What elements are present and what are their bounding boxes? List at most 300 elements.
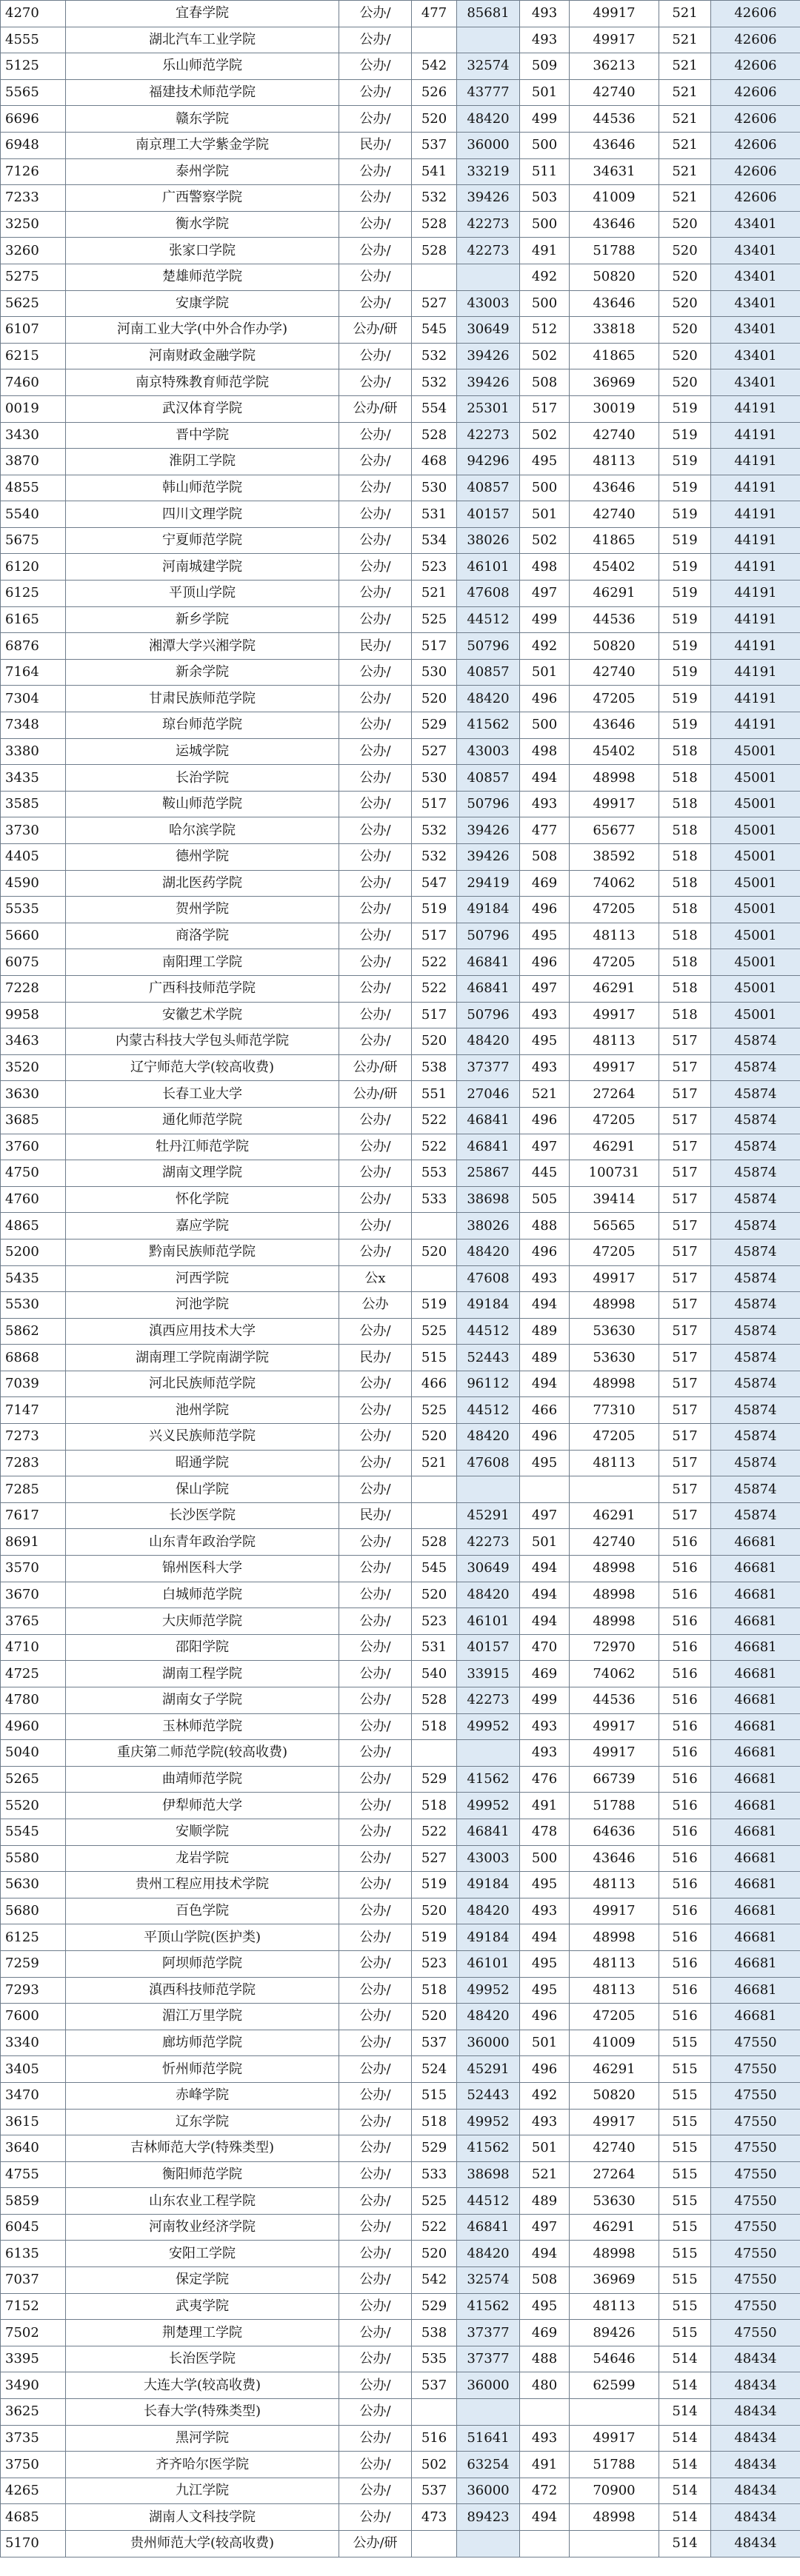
school-code-cell: 6120 [1, 554, 66, 581]
score-2022-cell: 473 [412, 2504, 457, 2531]
table-row [1, 606, 800, 633]
rank-line-cell: 42606 [711, 1, 800, 27]
score-line-cell: 519 [659, 422, 711, 449]
table-row [1, 1239, 800, 1265]
score-2021-cell: 500 [520, 132, 570, 158]
rank-2021-cell: 51788 [570, 1793, 659, 1819]
school-type-cell: 公办/ [339, 765, 412, 792]
rank-2021-cell: 45402 [570, 738, 659, 765]
school-code-cell: 4760 [1, 1186, 66, 1213]
school-type-cell: 公办/ [339, 1845, 412, 1872]
score-line-cell: 516 [659, 1819, 711, 1845]
rank-2021-cell: 41865 [570, 527, 659, 554]
rank-2021-cell: 48113 [570, 1450, 659, 1476]
rank-2022-cell: 36000 [457, 2478, 520, 2504]
score-2022-cell: 530 [412, 475, 457, 501]
score-2021-cell: 500 [520, 475, 570, 501]
rank-2022-cell: 39426 [457, 369, 520, 396]
table-row [1, 1028, 800, 1055]
table-row [1, 554, 800, 581]
score-line-cell: 517 [659, 1081, 711, 1108]
score-2021-cell: 496 [520, 949, 570, 976]
rank-line-cell: 46681 [711, 1950, 800, 1977]
school-name-cell: 晋中学院 [66, 422, 339, 449]
rank-2021-cell: 42740 [570, 79, 659, 106]
rank-line-cell: 45001 [711, 975, 800, 1002]
school-code-cell: 5540 [1, 501, 66, 528]
rank-2022-cell: 46841 [457, 1819, 520, 1845]
school-type-cell: 公办/ [339, 1556, 412, 1582]
score-2022-cell: 519 [412, 1924, 457, 1951]
school-type-cell: 公办/ [339, 1608, 412, 1635]
rank-2022-cell: 63254 [457, 2452, 520, 2478]
rank-line-cell: 45001 [711, 870, 800, 897]
school-name-cell: 湖南理工学院南湖学院 [66, 1345, 339, 1371]
rank-2021-cell: 41009 [570, 185, 659, 212]
rank-2022-cell: 37377 [457, 2320, 520, 2346]
score-2022-cell: 519 [412, 1872, 457, 1898]
score-2022-cell: 518 [412, 1713, 457, 1740]
school-code-cell: 7283 [1, 1450, 66, 1476]
table-row [1, 1687, 800, 1714]
school-name-cell: 湄江万里学院 [66, 2004, 339, 2030]
school-type-cell: 公办/ [339, 1450, 412, 1476]
school-type-cell: 公办/ [339, 1160, 412, 1187]
school-type-cell: 公办/ [339, 264, 412, 290]
school-type-cell: 公办/ [339, 1, 412, 27]
school-type-cell: 公办/ [339, 2161, 412, 2188]
score-2021-cell: 521 [520, 1081, 570, 1108]
school-name-cell: 河南牧业经济学院 [66, 2214, 339, 2241]
score-line-cell: 518 [659, 1002, 711, 1028]
rank-2021-cell: 65677 [570, 817, 659, 844]
school-name-cell: 廊坊师范学院 [66, 2030, 339, 2056]
score-line-cell: 521 [659, 158, 711, 185]
rank-2022-cell: 48420 [457, 1898, 520, 1924]
school-code-cell: 7600 [1, 2004, 66, 2030]
score-2021-cell: 502 [520, 527, 570, 554]
score-2021-cell: 495 [520, 1950, 570, 1977]
rank-2021-cell: 47205 [570, 1239, 659, 1265]
school-code-cell: 6215 [1, 343, 66, 369]
score-2021-cell: 498 [520, 738, 570, 765]
rank-2022-cell: 52443 [457, 2082, 520, 2109]
school-type-cell: 民办/ [339, 633, 412, 660]
school-name-cell: 安徽艺术学院 [66, 1002, 339, 1028]
rank-2021-cell: 47205 [570, 1424, 659, 1451]
score-2021-cell: 494 [520, 1371, 570, 1397]
score-2022-cell: 523 [412, 554, 457, 581]
rank-2022-cell: 41562 [457, 712, 520, 739]
table-row [1, 1950, 800, 1977]
rank-2021-cell: 47205 [570, 1107, 659, 1134]
school-type-cell: 公办/ [339, 2293, 412, 2320]
school-name-cell: 楚雄师范学院 [66, 264, 339, 290]
school-code-cell: 7126 [1, 158, 66, 185]
rank-2022-cell: 43003 [457, 290, 520, 317]
school-type-cell: 公办/ [339, 2504, 412, 2531]
score-2021-cell: 501 [520, 1529, 570, 1556]
school-type-cell: 公办/ [339, 2188, 412, 2215]
school-type-cell: 公办/ [339, 53, 412, 80]
table-row [1, 1, 800, 27]
school-name-cell: 黔南民族师范学院 [66, 1239, 339, 1265]
school-name-cell: 白城师范学院 [66, 1582, 339, 1608]
table-row [1, 949, 800, 976]
score-line-cell: 517 [659, 1345, 711, 1371]
table-row [1, 1160, 800, 1187]
rank-line-cell: 43401 [711, 369, 800, 396]
score-line-cell: 517 [659, 1134, 711, 1160]
rank-line-cell: 43401 [711, 238, 800, 264]
rank-2021-cell: 43646 [570, 290, 659, 317]
table-row [1, 2504, 800, 2531]
score-2022-cell: 517 [412, 1002, 457, 1028]
rank-line-cell: 44191 [711, 449, 800, 475]
score-2022-cell: 517 [412, 923, 457, 949]
rank-2022-cell: 29419 [457, 870, 520, 897]
table-row [1, 1556, 800, 1582]
school-code-cell: 3380 [1, 738, 66, 765]
score-2022-cell: 551 [412, 1081, 457, 1108]
school-name-cell: 武汉体育学院 [66, 395, 339, 422]
score-2021-cell: 495 [520, 1028, 570, 1055]
rank-line-cell: 48434 [711, 2425, 800, 2452]
rank-2022-cell: 49952 [457, 1793, 520, 1819]
rank-line-cell: 45874 [711, 1160, 800, 1187]
score-2021-cell: 499 [520, 1687, 570, 1714]
school-code-cell: 5435 [1, 1265, 66, 1292]
score-line-cell: 520 [659, 317, 711, 344]
school-code-cell: 5200 [1, 1239, 66, 1265]
school-code-cell: 7039 [1, 1371, 66, 1397]
school-name-cell: 滇西应用技术大学 [66, 1318, 339, 1345]
score-line-cell: 521 [659, 106, 711, 133]
school-code-cell: 3625 [1, 2399, 66, 2426]
rank-line-cell: 45874 [711, 1476, 800, 1503]
score-2021-cell: 500 [520, 712, 570, 739]
school-code-cell: 3260 [1, 238, 66, 264]
rank-2021-cell: 49917 [570, 2425, 659, 2452]
rank-2021-cell: 42740 [570, 659, 659, 686]
score-line-cell: 518 [659, 949, 711, 976]
score-line-cell: 516 [659, 1766, 711, 1793]
rank-line-cell: 48434 [711, 2531, 800, 2557]
school-type-cell: 公办/ [339, 949, 412, 976]
score-2021-cell: 501 [520, 79, 570, 106]
school-code-cell: 3750 [1, 2452, 66, 2478]
rank-2021-cell: 41009 [570, 2030, 659, 2056]
school-type-cell: 公办/ [339, 185, 412, 212]
table-row [1, 1713, 800, 1740]
rank-2022-cell: 46841 [457, 2214, 520, 2241]
score-2021-cell: 493 [520, 2425, 570, 2452]
rank-line-cell: 44191 [711, 686, 800, 712]
score-line-cell: 520 [659, 264, 711, 290]
school-code-cell: 7147 [1, 1397, 66, 1424]
rank-2022-cell: 37377 [457, 2346, 520, 2372]
rank-2022-cell: 48420 [457, 1424, 520, 1451]
rank-line-cell: 46681 [711, 1661, 800, 1687]
score-2021-cell: 477 [520, 817, 570, 844]
school-name-cell: 忻州师范学院 [66, 2056, 339, 2083]
rank-2022-cell: 50796 [457, 633, 520, 660]
school-code-cell: 7152 [1, 2293, 66, 2320]
rank-line-cell: 44191 [711, 395, 800, 422]
school-code-cell: 3685 [1, 1107, 66, 1134]
score-2022-cell: 532 [412, 185, 457, 212]
school-type-cell: 公办/ [339, 2346, 412, 2372]
school-name-cell: 牡丹江师范学院 [66, 1134, 339, 1160]
school-code-cell: 8691 [1, 1529, 66, 1556]
school-type-cell: 公办/ [339, 1397, 412, 1424]
rank-2022-cell: 49952 [457, 2109, 520, 2135]
school-code-cell: 7502 [1, 2320, 66, 2346]
school-name-cell: 宜春学院 [66, 1, 339, 27]
score-line-cell: 517 [659, 1160, 711, 1187]
school-name-cell: 昭通学院 [66, 1450, 339, 1476]
score-line-cell: 516 [659, 1872, 711, 1898]
rank-2022-cell: 94296 [457, 449, 520, 475]
score-2022-cell: 541 [412, 158, 457, 185]
school-type-cell: 公办/ [339, 2478, 412, 2504]
school-type-cell: 公办/ [339, 1661, 412, 1687]
score-2021-cell: 495 [520, 449, 570, 475]
rank-line-cell: 44191 [711, 581, 800, 607]
score-line-cell: 514 [659, 2531, 711, 2557]
school-code-cell: 3615 [1, 2109, 66, 2135]
school-code-cell: 4725 [1, 1661, 66, 1687]
school-type-cell: 公办/ [339, 606, 412, 633]
school-type-cell: 公办/ [339, 2056, 412, 2083]
school-type-cell: 公办/ [339, 844, 412, 871]
score-line-cell: 518 [659, 844, 711, 871]
rank-line-cell: 48434 [711, 2504, 800, 2531]
table-row [1, 2531, 800, 2557]
score-line-cell: 515 [659, 2082, 711, 2109]
rank-line-cell: 47550 [711, 2056, 800, 2083]
score-2022-cell: 530 [412, 765, 457, 792]
score-line-cell: 514 [659, 2346, 711, 2372]
score-2021-cell: 472 [520, 2478, 570, 2504]
score-line-cell: 519 [659, 475, 711, 501]
rank-2022-cell: 50796 [457, 791, 520, 817]
school-code-cell: 3340 [1, 2030, 66, 2056]
score-2022-cell: 528 [412, 238, 457, 264]
rank-2022-cell: 40857 [457, 475, 520, 501]
rank-2021-cell: 36969 [570, 2267, 659, 2294]
score-line-cell: 517 [659, 1450, 711, 1476]
table-row [1, 527, 800, 554]
school-type-cell: 公办 [339, 1292, 412, 1319]
school-code-cell: 6107 [1, 317, 66, 344]
school-type-cell: 公办/ [339, 1213, 412, 1240]
school-type-cell: 公办/ [339, 2030, 412, 2056]
rank-2021-cell: 27264 [570, 2161, 659, 2188]
score-2022-cell: 533 [412, 2161, 457, 2188]
score-2021-cell: 499 [520, 606, 570, 633]
score-line-cell: 518 [659, 975, 711, 1002]
rank-line-cell: 46681 [711, 1634, 800, 1661]
score-2021-cell: 494 [520, 2241, 570, 2267]
school-name-cell: 邵阳学院 [66, 1634, 339, 1661]
school-name-cell: 湖南文理学院 [66, 1160, 339, 1187]
school-code-cell: 4960 [1, 1713, 66, 1740]
rank-line-cell: 44191 [711, 475, 800, 501]
school-type-cell: 公办/ [339, 475, 412, 501]
score-line-cell: 516 [659, 1924, 711, 1951]
rank-line-cell: 47550 [711, 2241, 800, 2267]
score-line-cell: 520 [659, 211, 711, 238]
score-2021-cell: 492 [520, 2082, 570, 2109]
school-code-cell: 5530 [1, 1292, 66, 1319]
rank-line-cell: 44191 [711, 633, 800, 660]
table-row [1, 791, 800, 817]
score-2021-cell: 493 [520, 1054, 570, 1081]
score-2021-cell: 476 [520, 1766, 570, 1793]
rank-2021-cell: 48113 [570, 1977, 659, 2004]
table-row [1, 1424, 800, 1451]
rank-2021-cell: 41865 [570, 343, 659, 369]
school-name-cell: 通化师范学院 [66, 1107, 339, 1134]
school-name-cell: 长沙医学院 [66, 1502, 339, 1529]
score-2021-cell: 491 [520, 1793, 570, 1819]
rank-line-cell: 48434 [711, 2399, 800, 2426]
rank-2022-cell: 50796 [457, 1002, 520, 1028]
table-row [1, 1002, 800, 1028]
rank-line-cell: 46681 [711, 1608, 800, 1635]
rank-2021-cell: 51788 [570, 238, 659, 264]
table-row [1, 1186, 800, 1213]
school-name-cell: 武夷学院 [66, 2293, 339, 2320]
score-2021-cell: 494 [520, 1556, 570, 1582]
school-code-cell: 4780 [1, 1687, 66, 1714]
rank-2021-cell: 36213 [570, 53, 659, 80]
school-type-cell: 公办/ [339, 238, 412, 264]
rank-2022-cell: 43777 [457, 79, 520, 106]
rank-2022-cell: 40857 [457, 765, 520, 792]
rank-2022-cell: 52443 [457, 1345, 520, 1371]
rank-2022-cell: 48420 [457, 1028, 520, 1055]
school-name-cell: 池州学院 [66, 1397, 339, 1424]
score-2021-cell: 469 [520, 870, 570, 897]
table-row [1, 1845, 800, 1872]
score-2021-cell [520, 2531, 570, 2557]
school-type-cell: 公办/ [339, 527, 412, 554]
rank-2022-cell: 30649 [457, 1556, 520, 1582]
table-row [1, 897, 800, 923]
rank-2021-cell: 30019 [570, 395, 659, 422]
score-line-cell: 516 [659, 1529, 711, 1556]
table-row [1, 422, 800, 449]
rank-line-cell: 48434 [711, 2452, 800, 2478]
table-row [1, 106, 800, 133]
school-type-cell: 公办/ [339, 2399, 412, 2426]
rank-2021-cell: 53630 [570, 2188, 659, 2215]
school-name-cell: 广西警察学院 [66, 185, 339, 212]
score-line-cell: 517 [659, 1028, 711, 1055]
score-line-cell: 517 [659, 1292, 711, 1319]
score-2021-cell: 505 [520, 1186, 570, 1213]
score-line-cell: 514 [659, 2372, 711, 2399]
score-line-cell: 517 [659, 1318, 711, 1345]
rank-2021-cell: 34631 [570, 158, 659, 185]
rank-2021-cell: 46291 [570, 2056, 659, 2083]
table-row [1, 2004, 800, 2030]
rank-line-cell: 44191 [711, 527, 800, 554]
rank-2022-cell: 47608 [457, 1265, 520, 1292]
rank-line-cell: 42606 [711, 79, 800, 106]
score-2021-cell: 509 [520, 53, 570, 80]
rank-2022-cell: 39426 [457, 343, 520, 369]
school-code-cell: 6948 [1, 132, 66, 158]
score-2022-cell: 522 [412, 975, 457, 1002]
school-code-cell: 6868 [1, 1345, 66, 1371]
score-2022-cell: 554 [412, 395, 457, 422]
score-line-cell: 517 [659, 1476, 711, 1503]
score-2022-cell: 537 [412, 2030, 457, 2056]
rank-line-cell: 43401 [711, 317, 800, 344]
school-type-cell: 公办/ [339, 975, 412, 1002]
school-type-cell: 公办/ [339, 686, 412, 712]
score-2022-cell: 529 [412, 712, 457, 739]
rank-2021-cell: 72970 [570, 1634, 659, 1661]
rank-2022-cell: 36000 [457, 2372, 520, 2399]
rank-line-cell: 47550 [711, 2135, 800, 2162]
rank-2021-cell: 36969 [570, 369, 659, 396]
school-name-cell: 南京理工大学紫金学院 [66, 132, 339, 158]
score-line-cell: 517 [659, 1371, 711, 1397]
score-2021-cell: 502 [520, 422, 570, 449]
rank-line-cell: 46681 [711, 1687, 800, 1714]
score-2022-cell: 520 [412, 1239, 457, 1265]
rank-line-cell: 43401 [711, 290, 800, 317]
score-2022-cell [412, 1476, 457, 1503]
school-code-cell: 6075 [1, 949, 66, 976]
rank-2022-cell: 32574 [457, 2267, 520, 2294]
school-code-cell: 6696 [1, 106, 66, 133]
rank-2021-cell: 48113 [570, 1950, 659, 1977]
rank-line-cell: 45001 [711, 765, 800, 792]
school-name-cell: 长治学院 [66, 765, 339, 792]
rank-2021-cell: 70900 [570, 2478, 659, 2504]
rank-line-cell: 46681 [711, 1740, 800, 1767]
school-code-cell: 5630 [1, 1872, 66, 1898]
table-row [1, 1793, 800, 1819]
rank-2021-cell: 49917 [570, 1054, 659, 1081]
score-2021-cell: 494 [520, 2504, 570, 2531]
rank-2021-cell: 48998 [570, 1371, 659, 1397]
table-row [1, 1740, 800, 1767]
table-row [1, 211, 800, 238]
rank-line-cell: 47550 [711, 2188, 800, 2215]
table-row [1, 79, 800, 106]
school-code-cell: 4265 [1, 2478, 66, 2504]
rank-line-cell: 45874 [711, 1265, 800, 1292]
score-line-cell: 515 [659, 2293, 711, 2320]
score-2022-cell: 528 [412, 211, 457, 238]
score-2022-cell: 537 [412, 2478, 457, 2504]
score-line-cell: 516 [659, 1713, 711, 1740]
school-type-cell: 公办/ [339, 1766, 412, 1793]
school-type-cell: 公办/ [339, 290, 412, 317]
school-code-cell: 7164 [1, 659, 66, 686]
rank-2021-cell: 43646 [570, 211, 659, 238]
score-2021-cell: 491 [520, 2452, 570, 2478]
school-name-cell: 玉林师范学院 [66, 1713, 339, 1740]
rank-line-cell: 45001 [711, 817, 800, 844]
school-name-cell: 平顶山学院(医护类) [66, 1924, 339, 1951]
